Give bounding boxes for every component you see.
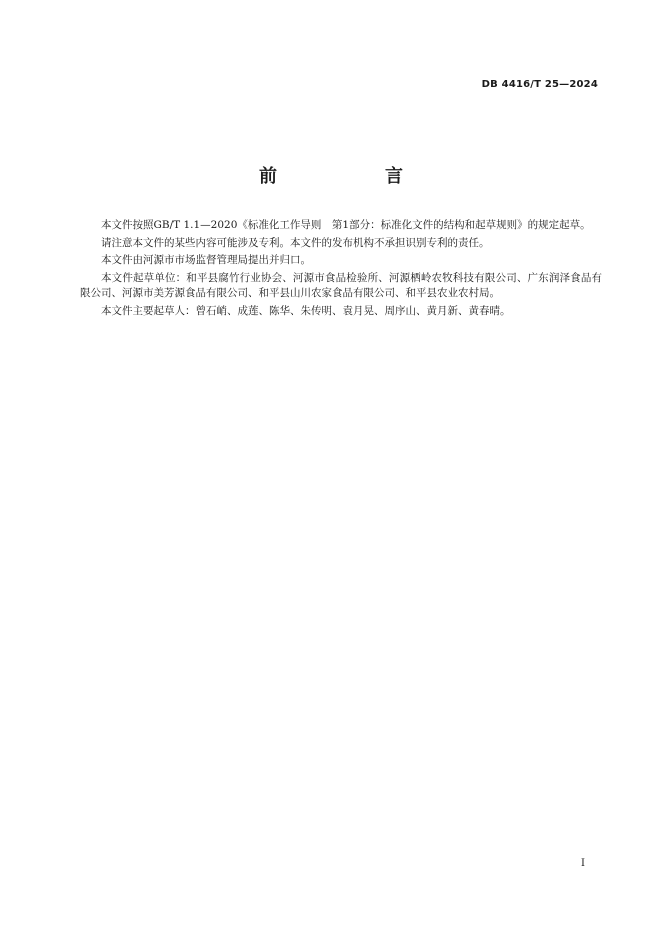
paragraph-drafting-rules: 本文件按照GB/T 1.1—2020《标准化工作导则 第1部分：标准化文件的结构和起草规则》的规定起草。 — [101, 219, 591, 231]
paragraph-patent-notice: 请注意本文件的某些内容可能涉及专利。本文件的发布机构不承担识别专利的责任。 — [101, 236, 490, 249]
foreword-body — [80, 218, 602, 321]
paragraph-drafters: 本文件主要起草人：曾石峭、成莲、陈华、朱传明、袁月晃、周序山、黄月新、黄春晴。 — [101, 304, 511, 317]
page-title: 前 言 — [259, 166, 427, 187]
paragraph-proposer: 本文件由河源市市场监督管理局提出并归口。 — [101, 254, 311, 266]
page-number: I — [581, 858, 585, 869]
standard-code: DB 4416/T 25—2024 — [481, 79, 598, 90]
paragraph-drafting-units: 本文件起草单位：和平县腐竹行业协会、河源市食品检验所、河源栖岭农牧科技有限公司、广东润泽食品有限公司、河源市美芳源食品有限公司、和平县山川农家食品有限公司、和平县农业农村局。 — [80, 271, 602, 299]
